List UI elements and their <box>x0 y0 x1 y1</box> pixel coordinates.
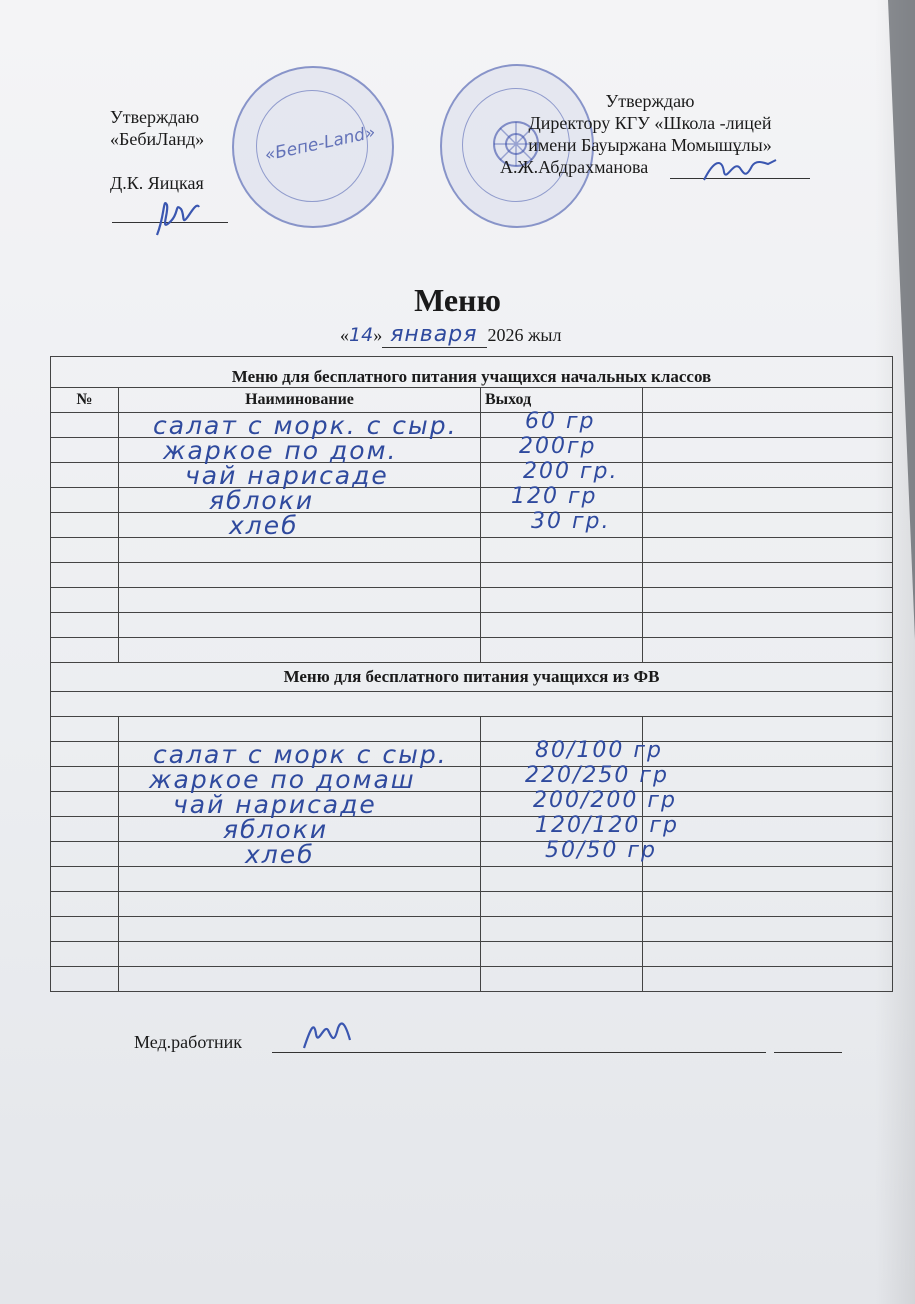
column-header-row <box>51 388 893 413</box>
section2-heading: Меню для бесплатного питания учащихся из ФВ <box>51 663 893 692</box>
footer-label: Мед.работник <box>134 1032 242 1052</box>
s1-row1-output: 60 гр <box>525 409 596 434</box>
s2-row2-name: жаркое по домаш <box>149 765 416 794</box>
stamp-left-text: «Бепе-Land» <box>263 122 378 166</box>
table-row <box>51 817 893 842</box>
table-row <box>51 917 893 942</box>
approval-left <box>110 106 204 194</box>
stamp-left <box>232 66 394 228</box>
s2-row3-name: чай нарисаде <box>173 790 377 819</box>
approval-right-name: А.Ж.Абдрахманова <box>500 157 649 177</box>
table-row <box>51 717 893 742</box>
table-row <box>51 792 893 817</box>
table-row <box>51 438 893 463</box>
s2-row1-name: салат с морк с сыр. <box>153 740 448 769</box>
table-row <box>51 742 893 767</box>
date-close-quote: » <box>373 325 383 345</box>
s1-row4-output: 120 гр <box>511 484 598 509</box>
section1-heading-row <box>51 357 893 388</box>
approval-left-line1: Утверждаю <box>110 107 200 127</box>
table-row <box>51 538 893 563</box>
col-name-header: Наиминование <box>119 388 481 413</box>
s2-row3-output: 200/200 гр <box>533 788 677 813</box>
approval-left-line2: «БебиЛанд» <box>110 129 205 149</box>
table-row <box>51 413 893 438</box>
s1-row5-output: 30 гр. <box>531 509 611 534</box>
section1-heading: Меню для бесплатного питания учащихся начальных классов <box>51 357 893 388</box>
date-year: 2026 жыл <box>487 325 562 345</box>
table-row <box>51 588 893 613</box>
approval-left-name: Д.К. Яицкая <box>110 173 204 193</box>
s2-row1-output: 80/100 гр <box>535 738 663 763</box>
table-row <box>51 767 893 792</box>
approval-left-signature <box>145 185 205 245</box>
approval-right-line1: Утверждаю <box>605 91 695 111</box>
date-day: 14 <box>349 324 374 346</box>
table-row <box>51 638 893 663</box>
s2-row5-output: 50/50 гр <box>545 838 657 863</box>
table-row <box>51 942 893 967</box>
table-row <box>51 842 893 867</box>
s2-row2-output: 220/250 гр <box>525 763 669 788</box>
s1-row2-name: жаркое по дом. <box>163 436 398 465</box>
menu-table <box>50 356 893 992</box>
table-row <box>51 892 893 917</box>
page-title: Меню <box>414 282 501 318</box>
s2-row4-output: 120/120 гр <box>535 813 679 838</box>
date-month: января <box>382 322 487 348</box>
date-line <box>340 322 561 347</box>
table-row <box>51 692 893 717</box>
table-row <box>51 488 893 513</box>
s2-row5-name: хлеб <box>245 840 315 869</box>
footer <box>134 1032 242 1053</box>
s1-row5-name: хлеб <box>229 511 299 540</box>
footer-signature <box>298 1010 358 1056</box>
section2-heading-row <box>51 663 893 692</box>
footer-date-line <box>774 1052 842 1053</box>
table-row <box>51 613 893 638</box>
s1-row3-output: 200 гр. <box>523 459 619 484</box>
table-row <box>51 513 893 538</box>
table-row <box>51 463 893 488</box>
table-row <box>51 563 893 588</box>
approval-right-line2: Директору КГУ «Школа -лицей <box>528 113 772 133</box>
s1-row2-output: 200гр <box>519 434 597 459</box>
approval-right-line3: имени Бауыржана Момышұлы» <box>528 135 772 155</box>
col-number-header: № <box>51 388 119 413</box>
s1-row1-name: салат с морк. с сыр. <box>153 411 458 440</box>
s1-row3-name: чай нарисаде <box>185 461 389 490</box>
table-row <box>51 867 893 892</box>
s2-row4-name: яблоки <box>223 815 329 844</box>
table-row <box>51 967 893 992</box>
col-output-header: Выход <box>481 388 643 413</box>
s1-row4-name: яблоки <box>209 486 315 515</box>
approval-right-signature <box>700 150 780 190</box>
col-extra-header <box>643 388 893 413</box>
date-open-quote: « <box>340 325 349 345</box>
